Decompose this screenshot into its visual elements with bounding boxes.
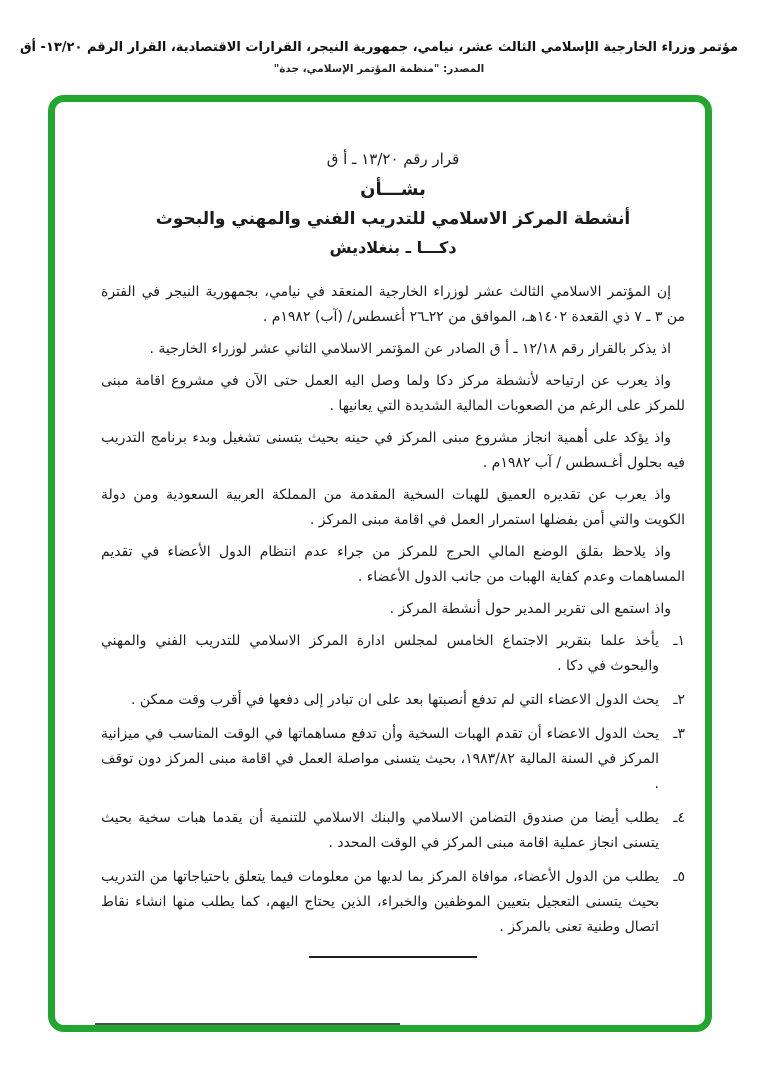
conference-header-line: مؤتمر وزراء الخارجية الإسلامي الثالث عشر، نيامي، جمهورية النيجر، القرارات الاقتصادية، القرار الرقم ١٣/٢٠- أق bbox=[19, 40, 739, 55]
list-item bbox=[101, 865, 685, 940]
operative-items-list bbox=[101, 629, 685, 940]
catalog-header bbox=[0, 38, 758, 75]
green-frame bbox=[48, 95, 712, 1032]
resolution-location-line: دكـــا ـ بنغلاديش bbox=[329, 238, 457, 257]
preamble-paragraph: واذ يؤكد على أهمية انجاز مشروع مبنى المركز في حينه بحيث يتسنى تشغيل وبدء برنامج التدريب فيه بحلول أغـسطس / آب ١٩٨٢م . bbox=[101, 430, 685, 471]
list-item bbox=[101, 629, 685, 679]
item-text: يحث الدول الاعضاء التي لم تدفع أنصبتها بعد على ان تبادر إلى دفعها في أقرب وقت ممكن . bbox=[130, 692, 659, 708]
preamble-paragraph: واذ يعرب عن تقديره العميق للهبات السخية المقدمة من المملكة العربية السعودية ومن دولة الكويت والتي أمن بفضلها استمرار العمل في اقامة مبنى المركز . bbox=[101, 487, 685, 528]
item-number: ٥ـ bbox=[673, 869, 685, 885]
preamble-paragraphs bbox=[101, 280, 685, 622]
source-line: المصدر: "منظمة المؤتمر الإسلامي، جدة" bbox=[273, 63, 485, 75]
list-item bbox=[101, 806, 685, 856]
list-item bbox=[101, 722, 685, 797]
resolution-number-line: قرار رقم ١٣/٢٠ ـ أ ق bbox=[326, 150, 460, 168]
preamble-paragraph: اذ يذكر بالقرار رقم ١٢/١٨ ـ أ ق الصادر عن المؤتمر الاسلامي الثاني عشر لوزراء الخارجية . bbox=[149, 341, 671, 357]
item-number: ٤ـ bbox=[673, 810, 685, 826]
item-number: ٣ـ bbox=[673, 726, 685, 742]
scan-edge-artifact bbox=[95, 1023, 400, 1025]
item-text: يحث الدول الاعضاء أن تقدم الهبات السخية وأن تدفع مساهماتها في الوقت المناسب في ميزانية المركز في السنة المالية ١٩٨٣/٨٢، بحيث يتسنى مواصلة العمل في اقامة مبنى المركز دون توقف . bbox=[101, 726, 659, 792]
resolution-subject-word: بشـــأن bbox=[360, 179, 426, 200]
preamble-paragraph: واذ استمع الى تقرير المدير حول أنشطة المركز . bbox=[389, 601, 671, 617]
preamble-paragraph: واذ يلاحظ بقلق الوضع المالي الحرج للمركز من جراء عدم انتظام الدول الأعضاء في تقديم المساهمات وعدم كفاية الهبات من جانب الدول الأعضاء . bbox=[101, 544, 685, 585]
item-number: ١ـ bbox=[673, 633, 685, 649]
preamble-paragraph: إن المؤتمر الاسلامي الثالث عشر لوزراء الخارجية المنعقد في نيامي، بجمهورية النيجر في الفترة من ٣ ـ ٧ ذي القعدة ١٤٠٢هـ، الموافق من ٢٢ـ٢٦ أغسطس/ (آب) ١٩٨٢م . bbox=[101, 284, 685, 325]
list-item bbox=[101, 688, 685, 713]
item-text: يطلب أيضا من صندوق التضامن الاسلامي والبنك الاسلامي للتنمية أن يقدما هبات سخية بحيث يتسنى انجاز عملية اقامة مبنى المركز في الوقت المحدد . bbox=[101, 810, 659, 851]
resolution-subject-line: أنشطة المركز الاسلامي للتدريب الفني والمهني والبحوث bbox=[155, 209, 631, 229]
resolution-document bbox=[55, 102, 705, 958]
end-rule bbox=[309, 956, 477, 958]
item-text: يطلب من الدول الأعضاء، موافاة المركز بما لديها من معلومات فيما يتعلق باحتياجاتها من التدريب بحيث يتسنى التعجيل بتعيين الموظفين والخبراء، الذين يحتاج اليهم، كما يطلب منها انشاء نقاط اتصال وطنية تعنى بالمركز . bbox=[101, 869, 659, 935]
preamble-paragraph: واذ يعرب عن ارتياحه لأنشطة مركز دكا ولما وصل اليه العمل حتى الآن في مشروع اقامة مبنى للمركز على الرغم من الصعوبات المالية الشديدة التي يعانيها . bbox=[101, 373, 685, 414]
resolution-title-block bbox=[101, 148, 685, 260]
item-text: يأخذ علما بتقرير الاجتماع الخامس لمجلس ادارة المركز الاسلامي للتدريب الفني والمهني والبحوث في دكا . bbox=[101, 633, 659, 674]
item-number: ٢ـ bbox=[673, 692, 685, 708]
